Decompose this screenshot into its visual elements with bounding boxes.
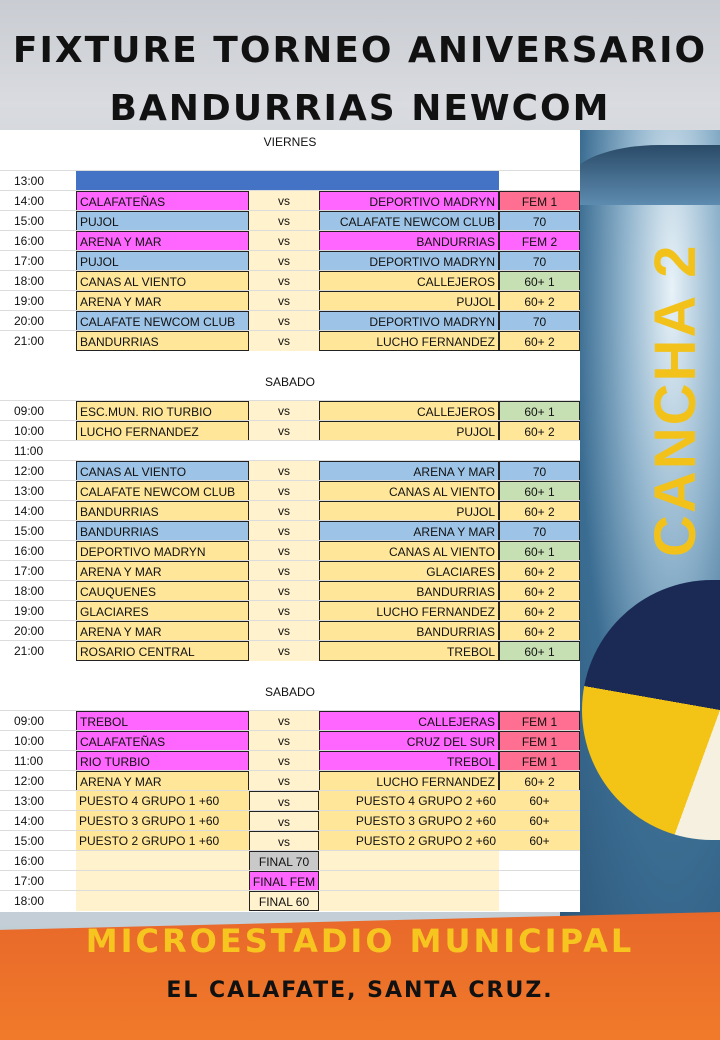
category-badge: 70: [499, 251, 580, 271]
category-badge: 60+: [499, 791, 580, 811]
match-time: 21:00: [14, 644, 45, 658]
fixture-table: [0, 130, 580, 912]
match-time: 20:00: [14, 624, 45, 638]
away-team: ARENA Y MAR: [319, 521, 499, 541]
home-team: BANDURRIAS: [76, 501, 249, 521]
category-badge: FEM 1: [499, 751, 580, 771]
versus-label: vs: [249, 811, 319, 831]
table-row: [0, 500, 580, 520]
category-badge: 60+ 1: [499, 271, 580, 291]
table-row: [0, 330, 580, 350]
versus-label: vs: [249, 561, 319, 581]
home-team: ARENA Y MAR: [76, 621, 249, 641]
away-team: CALLEJEROS: [319, 401, 499, 421]
home-team: ARENA Y MAR: [76, 561, 249, 581]
table-row: [0, 890, 580, 910]
category-badge: 60+ 2: [499, 501, 580, 521]
match-time: 11:00: [14, 754, 44, 768]
versus-label: vs: [249, 291, 319, 311]
away-team: [319, 871, 499, 891]
away-team: PUESTO 3 GRUPO 2 +60: [319, 811, 499, 831]
category-badge: 70: [499, 211, 580, 231]
category-badge: 60+ 1: [499, 401, 580, 421]
table-row: [0, 210, 580, 230]
match-time: 13:00: [14, 794, 45, 808]
table-row: [0, 400, 580, 420]
home-team: TREBOL: [76, 711, 249, 731]
away-team: LUCHO FERNANDEZ: [319, 771, 499, 791]
table-row: [0, 560, 580, 580]
versus-label: FINAL 60: [249, 891, 319, 911]
versus-label: vs: [249, 331, 319, 351]
versus-label: vs: [249, 621, 319, 641]
home-team: PUESTO 4 GRUPO 1 +60: [76, 791, 249, 811]
away-team: CANAS AL VIENTO: [319, 481, 499, 501]
home-team: ARENA Y MAR: [76, 231, 249, 251]
away-team: DEPORTIVO MADRYN: [319, 191, 499, 211]
home-team: [76, 851, 249, 871]
away-team: CALLEJERAS: [319, 711, 499, 731]
category-badge: 60+ 2: [499, 581, 580, 601]
versus-label: vs: [249, 731, 319, 751]
home-team: CALAFATEÑAS: [76, 731, 249, 751]
match-time: 09:00: [14, 714, 45, 728]
versus-label: vs: [249, 401, 319, 421]
category-badge: 60+: [499, 811, 580, 831]
away-team: CANAS AL VIENTO: [319, 541, 499, 561]
category-badge: FEM 2: [499, 231, 580, 251]
away-team: CALLEJEROS: [319, 271, 499, 291]
match-time: 18:00: [14, 274, 45, 288]
table-row: [0, 230, 580, 250]
away-team: PUESTO 4 GRUPO 2 +60: [319, 791, 499, 811]
category-badge: 70: [499, 311, 580, 331]
versus-label: vs: [249, 751, 319, 771]
match-time: 17:00: [14, 254, 45, 268]
home-team: PUJOL: [76, 251, 249, 271]
category-badge: 70: [499, 521, 580, 541]
category-badge: 60+ 2: [499, 771, 580, 791]
table-row: [0, 710, 580, 730]
home-team: ARENA Y MAR: [76, 771, 249, 791]
match-time: 12:00: [14, 464, 45, 478]
match-time: 11:00: [14, 444, 44, 458]
court-label: CANCHA 2: [643, 243, 708, 557]
category-badge: 60+ 2: [499, 621, 580, 641]
versus-label: FINAL 70: [249, 851, 319, 871]
versus-label: vs: [249, 231, 319, 251]
match-time: 18:00: [14, 894, 45, 908]
match-time: 13:00: [14, 174, 45, 188]
home-team: CANAS AL VIENTO: [76, 461, 249, 481]
match-time: 09:00: [14, 404, 45, 418]
table-row: [0, 520, 580, 540]
home-team: CALAFATEÑAS: [76, 191, 249, 211]
table-row: [0, 290, 580, 310]
table-row: [0, 580, 580, 600]
match-time: 10:00: [14, 424, 45, 438]
home-team: [76, 891, 249, 911]
category-badge: FEM 1: [499, 711, 580, 731]
versus-label: vs: [249, 421, 319, 441]
match-time: 15:00: [14, 214, 45, 228]
away-team: GLACIARES: [319, 561, 499, 581]
versus-label: vs: [249, 191, 319, 211]
away-team: DEPORTIVO MADRYN: [319, 311, 499, 331]
versus-label: vs: [249, 641, 319, 661]
match-time: 17:00: [14, 564, 45, 578]
category-badge: 60+ 1: [499, 541, 580, 561]
table-row: [0, 540, 580, 560]
match-time: 16:00: [14, 544, 45, 558]
header-bar: [76, 171, 499, 191]
away-team: BANDURRIAS: [319, 231, 499, 251]
versus-label: vs: [249, 771, 319, 791]
away-team: DEPORTIVO MADRYN: [319, 251, 499, 271]
table-row: [0, 730, 580, 750]
home-team: DEPORTIVO MADRYN: [76, 541, 249, 561]
home-team: PUJOL: [76, 211, 249, 231]
page-title: FIXTURE TORNEO ANIVERSARIO: [12, 30, 708, 71]
table-row: [0, 640, 580, 660]
table-row: [0, 790, 580, 810]
versus-label: vs: [249, 521, 319, 541]
table-row: [0, 480, 580, 500]
day-heading: SABADO: [264, 685, 315, 699]
table-row: [0, 870, 580, 890]
match-time: 14:00: [14, 504, 45, 518]
match-time: 17:00: [14, 874, 45, 888]
table-row: [0, 420, 580, 440]
away-team: [319, 851, 499, 871]
category-badge: 60+: [499, 831, 580, 851]
home-team: ESC.MUN. RIO TURBIO: [76, 401, 249, 421]
away-team: BANDURRIAS: [319, 581, 499, 601]
match-time: 16:00: [14, 234, 45, 248]
versus-label: FINAL FEM: [249, 871, 319, 891]
category-badge: 60+ 2: [499, 291, 580, 311]
away-team: LUCHO FERNANDEZ: [319, 601, 499, 621]
match-time: 20:00: [14, 314, 45, 328]
table-row: [0, 750, 580, 770]
day-heading: VIERNES: [263, 135, 317, 149]
away-team: TREBOL: [319, 641, 499, 661]
venue-name: MICROESTADIO MUNICIPAL: [85, 922, 635, 960]
away-team: CALAFATE NEWCOM CLUB: [319, 211, 499, 231]
category-badge: 70: [499, 461, 580, 481]
home-team: BANDURRIAS: [76, 521, 249, 541]
table-row: [0, 850, 580, 870]
match-time: 13:00: [14, 484, 45, 498]
versus-label: vs: [249, 831, 319, 851]
versus-label: vs: [249, 541, 319, 561]
table-row: [0, 600, 580, 620]
home-team: [76, 871, 249, 891]
category-badge: FEM 1: [499, 191, 580, 211]
table-row: [0, 830, 580, 850]
table-row: [0, 810, 580, 830]
page-subtitle: BANDURRIAS NEWCOM: [109, 88, 611, 129]
match-time: 15:00: [14, 524, 45, 538]
table-row: [0, 310, 580, 330]
table-row: [0, 440, 580, 460]
versus-label: vs: [249, 501, 319, 521]
away-team: CRUZ DEL SUR: [319, 731, 499, 751]
category-badge: 60+ 2: [499, 561, 580, 581]
category-badge: FEM 1: [499, 731, 580, 751]
versus-label: vs: [249, 461, 319, 481]
table-row: [0, 620, 580, 640]
away-team: [319, 891, 499, 911]
home-team: CALAFATE NEWCOM CLUB: [76, 311, 249, 331]
home-team: GLACIARES: [76, 601, 249, 621]
table-row: [0, 460, 580, 480]
away-team: LUCHO FERNANDEZ: [319, 331, 499, 351]
match-time: 14:00: [14, 194, 45, 208]
home-team: LUCHO FERNANDEZ: [76, 421, 249, 441]
table-row: [0, 190, 580, 210]
home-team: RIO TURBIO: [76, 751, 249, 771]
match-time: 18:00: [14, 584, 45, 598]
away-team: PUJOL: [319, 421, 499, 441]
match-time: 15:00: [14, 834, 45, 848]
home-team: CAUQUENES: [76, 581, 249, 601]
home-team: PUESTO 2 GRUPO 1 +60: [76, 831, 249, 851]
away-team: TREBOL: [319, 751, 499, 771]
home-team: ARENA Y MAR: [76, 291, 249, 311]
home-team: ROSARIO CENTRAL: [76, 641, 249, 661]
table-row: [0, 770, 580, 790]
home-team: BANDURRIAS: [76, 331, 249, 351]
category-badge: 60+ 2: [499, 331, 580, 351]
away-team: PUJOL: [319, 501, 499, 521]
table-row: [0, 170, 580, 190]
away-team: ARENA Y MAR: [319, 461, 499, 481]
home-team: CANAS AL VIENTO: [76, 271, 249, 291]
category-badge: 60+ 1: [499, 481, 580, 501]
home-team: PUESTO 3 GRUPO 1 +60: [76, 811, 249, 831]
versus-label: vs: [249, 211, 319, 231]
match-time: 12:00: [14, 774, 45, 788]
away-team: BANDURRIAS: [319, 621, 499, 641]
day-heading: SABADO: [264, 375, 315, 389]
match-time: 14:00: [14, 814, 45, 828]
home-team: CALAFATE NEWCOM CLUB: [76, 481, 249, 501]
venue-location: EL CALAFATE, SANTA CRUZ.: [166, 978, 554, 1003]
versus-label: vs: [249, 791, 319, 811]
versus-label: vs: [249, 581, 319, 601]
match-time: 16:00: [14, 854, 45, 868]
versus-label: vs: [249, 251, 319, 271]
match-time: 19:00: [14, 294, 45, 308]
table-row: [0, 250, 580, 270]
versus-label: vs: [249, 481, 319, 501]
match-time: 19:00: [14, 604, 45, 618]
versus-label: vs: [249, 271, 319, 291]
away-team: PUESTO 2 GRUPO 2 +60: [319, 831, 499, 851]
away-team: PUJOL: [319, 291, 499, 311]
category-badge: 60+ 2: [499, 601, 580, 621]
match-time: 21:00: [14, 334, 45, 348]
versus-label: vs: [249, 601, 319, 621]
category-badge: 60+ 2: [499, 421, 580, 441]
match-time: 10:00: [14, 734, 45, 748]
versus-label: vs: [249, 311, 319, 331]
category-badge: 60+ 1: [499, 641, 580, 661]
versus-label: vs: [249, 711, 319, 731]
table-row: [0, 270, 580, 290]
